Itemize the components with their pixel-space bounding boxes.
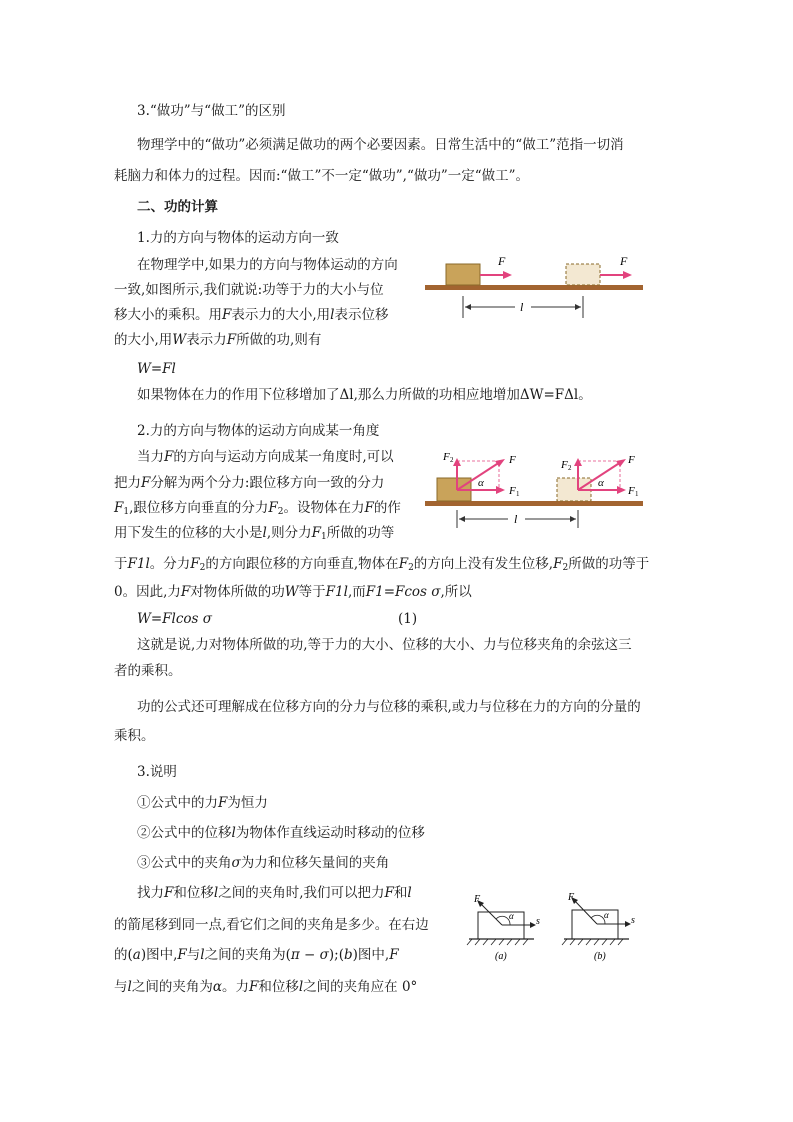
force-arrowhead [503,271,512,279]
hatch [570,939,575,945]
block-start [446,264,480,285]
figure-case-a [467,894,540,962]
paragraph-line: 一致,如图所示,我们就说:功等于力的大小与位 [114,282,384,298]
disp-label: l [514,512,518,526]
formula-number: (1) [398,611,418,627]
hatch [586,939,591,945]
hatch [562,939,567,945]
hatch [491,939,496,945]
paragraph-line: 的(a)图中,F与l之间的夹角为(π − σ);(b)图中,F [114,947,399,963]
disp-arrowhead [465,304,471,310]
subsection-heading: 1.力的方向与物体的运动方向一致 [137,230,339,246]
ground-strip [425,501,643,506]
formula: W=Fl [137,361,176,377]
case-label: (a) [495,951,507,962]
paragraph-line: 于F1l。分力$F_2$的方向跟位移的方向垂直,物体在$F_2$的方向上没有发生位移$,F_2$所做的功等于 [114,556,650,573]
force-label: F [568,892,575,903]
paragraph-line: 这就是说,力对物体所做的功,等于力的大小、位移的大小、力与位移夹角的余弦这三 [137,637,632,653]
hatch [507,939,512,945]
angle-label: α [598,477,604,489]
force-arrow [574,900,597,924]
f1-subscript: 1 [635,490,639,498]
hatch [467,939,472,945]
block-end [566,264,600,285]
f2-subscript: 2 [568,464,572,472]
part-title: 二、功的计算 [137,199,218,215]
force-label: F [620,254,628,268]
disp-arrowhead [570,516,576,522]
f2-subscript: 2 [450,456,454,464]
paragraph-line: 乘积。 [114,728,155,744]
disp-label: s [536,916,540,927]
note-item: ①公式中的力F为恒力 [137,795,268,811]
paragraph-line: 者的乘积。 [114,663,182,679]
hatch [578,939,583,945]
figure-case-b [562,892,635,962]
force-arrow [480,903,502,925]
disp-arrowhead [459,516,465,522]
subsection-heading: 2.力的方向与物体的运动方向成某一角度 [137,423,380,439]
hatch [483,939,488,945]
hatch [618,939,623,945]
force-f1-arrowhead [496,486,505,494]
paragraph-line: 与l之间的夹角为α。力F和位移l之间的夹角应在 0° [114,979,418,995]
paragraph-line: 找力F和位移l之间的夹角时,我们可以把力F和l [137,885,412,901]
paragraph-line: 的箭尾移到同一点,看它们之间的夹角是多少。在右边 [114,917,429,933]
hatch [523,939,528,945]
figure-force-parallel [425,252,655,327]
paragraph-line: 移大小的乘积。用F表示力的大小,用l表示位移 [114,307,389,323]
paragraph-line: 用下发生的位移的大小是l,则分力$F_1$所做的功等 [114,525,395,542]
paragraph-line: 如果物体在力的作用下位移增加了Δl,那么力所做的功相应地增加ΔW=FΔl。 [137,387,592,403]
force-label: F [628,454,635,466]
paragraph-line: 功的公式还可理解成在位移方向的分力与位移的乘积,或力与位移在力的方向的分量的 [137,699,641,715]
force-f2-arrowhead [453,458,461,466]
note-item: ②公式中的位移l为物体作直线运动时移动的位移 [137,825,425,841]
hatch [475,939,480,945]
force-arrowhead [616,459,626,467]
f1-subscript: 1 [516,490,520,498]
paragraph-line: 当力F的方向与运动方向成某一角度时,可以 [137,449,394,465]
hatch [610,939,615,945]
hatch [594,939,599,945]
paragraph-line: $F_1$,跟位移方向垂直的分力$F_2$。设物体在力F的作 [114,500,401,517]
case-label: (b) [594,951,606,962]
force-f2-arrowhead [574,458,582,466]
f1-label: F [628,485,635,497]
force-label: F [474,894,481,905]
angle-label: α [509,911,514,921]
note-item: ③公式中的夹角σ为力和位移矢量间的夹角 [137,855,390,871]
paragraph-line: 耗脑力和体力的过程。因而:“做工”不一定“做功”,“做功”一定“做工”。 [114,168,530,184]
force-f1-arrowhead [617,486,626,494]
f1-label: F [509,485,516,497]
force-label: F [498,254,506,268]
f2-label: F [443,451,450,463]
formula: W=Flcos σ [137,611,212,627]
disp-label: s [631,915,635,926]
paragraph-line: 物理学中的“做功”必须满足做功的两个必要因素。日常生活中的“做工”范指一切消 [137,137,624,153]
force-label: F [509,454,516,466]
f2-label: F [561,459,568,471]
section-heading: 3.“做功”与“做工”的区别 [137,103,286,119]
disp-arrowhead [575,304,581,310]
angle-label: α [604,910,609,920]
figure-angle-cases [464,892,644,972]
paragraph-line: 的大小,用W表示力F所做的功,则有 [114,332,322,348]
hatch [602,939,607,945]
angle-label: α [478,477,484,489]
disp-label: l [520,300,524,314]
hatch [515,939,520,945]
subsection-heading: 3.说明 [137,764,177,780]
force-arrowhead [623,271,632,279]
force-arrowhead [495,459,505,467]
hatch [499,939,504,945]
paragraph-line: 把力F分解为两个分力:跟位移方向一致的分力 [114,475,385,491]
paragraph-line: 0。因此,力F对物体所做的功W等于F1l,而F1=Fcos σ,所以 [114,584,472,600]
figure-force-angle [425,448,655,533]
paragraph-line: 在物理学中,如果力的方向与物体运动的方向 [137,257,398,273]
ground-strip [425,285,643,290]
